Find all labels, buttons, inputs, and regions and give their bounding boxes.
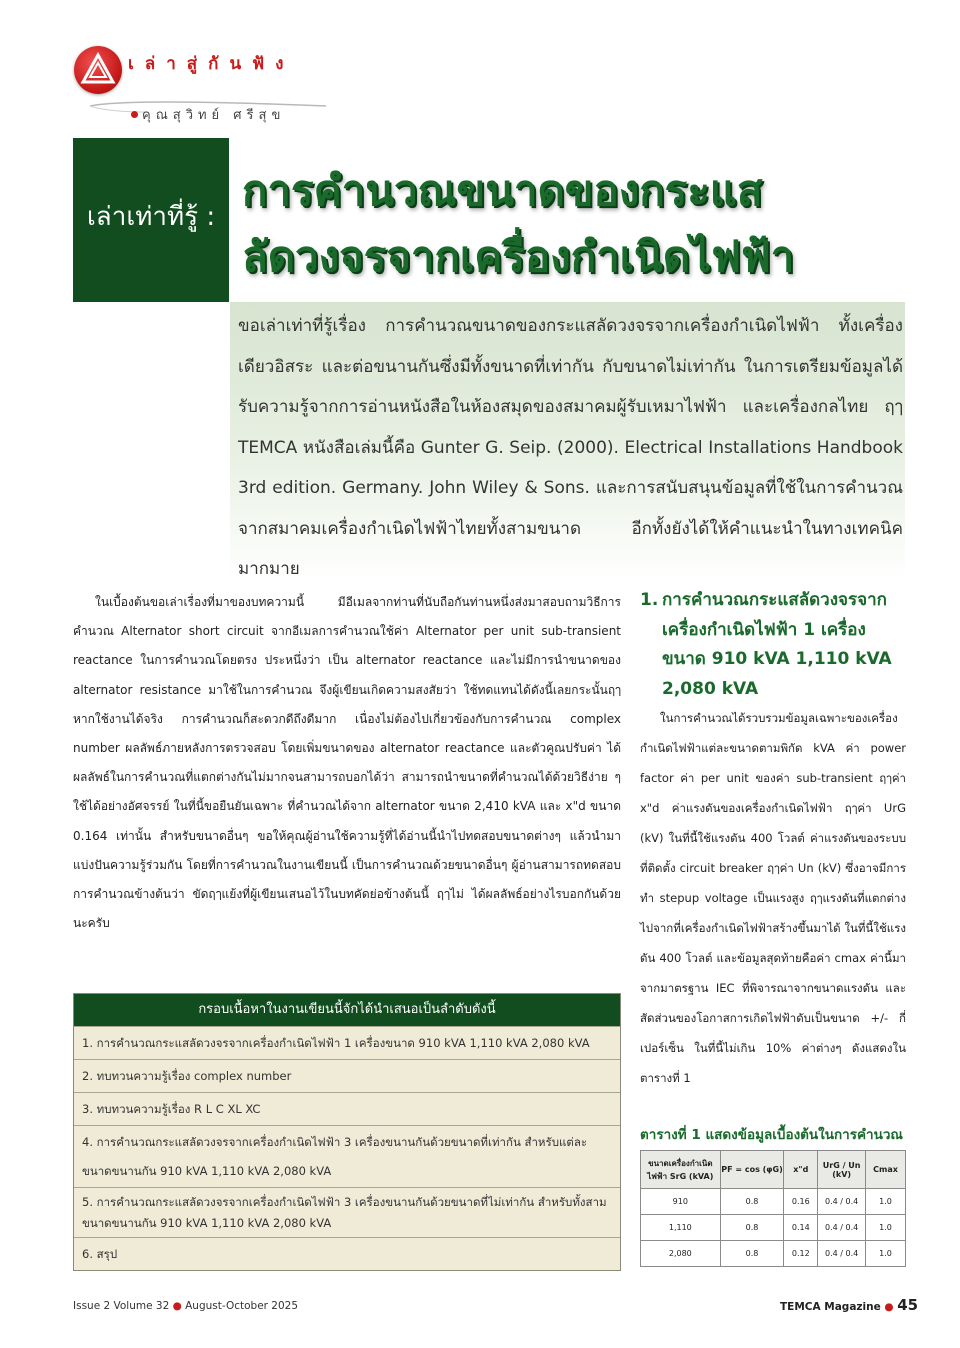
title-line-1: การคำนวณขนาดของกระแส bbox=[242, 166, 763, 215]
footer-issue bbox=[73, 1300, 298, 1312]
footer-issue-text: Issue 2 Volume 32 bbox=[73, 1300, 170, 1312]
contents-item: 2. ทบทวนความรู้เรื่อง complex number bbox=[74, 1059, 620, 1092]
data-table bbox=[640, 1150, 906, 1267]
section-1-number: 1. bbox=[640, 590, 659, 610]
table-cell: 0.8 bbox=[720, 1189, 784, 1215]
table-caption: ตารางที่ 1 แสดงข้อมูลเบื้องต้นในการคำนวณ bbox=[640, 1127, 903, 1143]
table-cell: 910 bbox=[641, 1189, 721, 1215]
contents-item: 1. การคำนวณกระแสลัดวงจรจากเครื่องกำเนิดไฟฟ้า 1 เครื่องขนาด 910 kVA 1,110 kVA 2,080 kVA bbox=[74, 1026, 620, 1059]
column-kicker: เล่าสู่กันฟัง bbox=[128, 54, 295, 74]
table-cell: 0.16 bbox=[784, 1189, 818, 1215]
table-cell: 0.8 bbox=[720, 1215, 784, 1241]
footer-bullet-icon: ● bbox=[172, 1300, 182, 1312]
table-cell: 0.4 / 0.4 bbox=[818, 1215, 866, 1241]
contents-item: 5. การคำนวณกระแสลัดวงจรจากเครื่องกำเนิดไฟฟ้า 3 เครื่องขนานกันด้วยขนาดที่ไม่เท่ากัน สำหรับทั้งสามขนาดขนานกัน 910 kVA 1,110 kVA 2,080 kVA bbox=[74, 1187, 620, 1237]
footer-magazine-name: TEMCA Magazine bbox=[780, 1301, 881, 1313]
contents-item: 4. การคำนวณกระแสลัดวงจรจากเครื่องกำเนิดไฟฟ้า 3 เครื่องขนานกันด้วยขนาดที่เท่ากัน สำหรับแต่ละขนาดขนานกัน 910 kVA 1,110 kVA 2,080 kVA bbox=[74, 1125, 620, 1187]
table-cell: 0.4 / 0.4 bbox=[818, 1189, 866, 1215]
table-cell: 2,080 bbox=[641, 1241, 721, 1267]
body-left-paragraph: ในเบื้องต้นขอเล่าเรื่องที่มาของบทความนี้ มีอีเมลจากท่านที่นับถือกันท่านหนึ่งส่งมาสอบถามวิธีการคำนวณ Alternator short circuit จากอีเมลการคำนวณใช้ค่า Alternator per unit sub-transient reactance ในการคำนวณโดยตรง ประหนึ่งว่า เป็น alternator reactance และไม่มีการนำขนาดของ alternator resistance มาใช้ในการคำนวณ จึงผู้เขียนเกิดความสงสัยว่า ใช้ทดแทนได้ดังนี้เลยกระนั้นฤๅ หากใช้งานได้จริง การคำนวณก็สะดวกดีถึงดีมาก เนื่องไม่ต้องไปเกี่ยวข้องกับการคำนวณ complex number ผลลัพธ์ภายหลังการตรวจสอบ โดยเพิ่มขนาดของ alternator reactance และตัวคูณปรับค่า ได้ผลลัพธ์ในการคำนวณที่แตกต่างกันไม่มากจนสามารถบอกได้ว่า สามารถนำขนาดที่คำนวณได้ด้วยวิธีง่าย ๆ ใช้ได้อย่างอัศจรรย์ ในที่นี้ขอยืนยันเฉพาะ ที่คำนวณได้จาก alternator ขนาด 2,410 kVA และ x"d ขนาด 0.164 เท่านั้น สำหรับขนาดอื่นๆ ขอให้คุณผู้อ่านใช้ความรู้ที่ได้อ่านนี้นำไปทดสอบขนาดต่างๆ แล้วนำมาแบ่งปันความรู้ร่วมกัน โดยที่การคำนวณในงานเขียนนี้ เป็นการคำนวณด้วยขนาดอื่นๆ ผู้อ่านสามารถทดสอบการคำนวณข้างต้นว่า ขัดฤๅแย้งที่ผู้เขียนเสนอไว้ในบทคัดย่อข้างต้นนี้ ฤๅไม่ ได้ผลลัพธ์อย่างไรบอกกันด้วยนะครับ bbox=[73, 595, 621, 931]
table-header-row bbox=[641, 1151, 906, 1189]
section-1-body: ในการคำนวณได้รวบรวมข้อมูลเฉพาะของเครื่องกำเนิดไฟฟ้าแต่ละขนาดตามพิกัด kVA ค่า power factor ค่า per unit ของค่า sub-transient ฤๅค่า x"d ค่าแรงดันของเครื่องกำเนิดไฟฟ้า ฤๅค่า UrG (kV) ในที่นี้ใช้แรงดัน 400 โวลต์ ค่าแรงดันของระบบที่ติดตั้ง circuit breaker ฤๅค่า Un (kV) ซึ่งอาจมีการทำ stepup voltage เป็นแรงสูง ฤๅแรงดันที่แตกต่างไปจากที่เครื่องกำเนิดไฟฟ้าสร้างขึ้นมาได้ ในที่นี้ใช้แรงดัน 400 โวลต์ และข้อมูลสุดท้ายคือค่า cmax ค่านี้มาจากมาตรฐาน IEC ที่พิจารณาจากขนาดแรงดัน และสัดส่วนของโอกาสการเกิดไฟฟ้าดับเป็นขนาด +/- กี่เปอร์เซ็น ในที่นี้ไม่เกิน 10% ค่าต่างๆ ดังแสดงในตารางที่ 1 bbox=[640, 711, 906, 1085]
footer-magazine bbox=[780, 1296, 918, 1314]
intro-panel bbox=[230, 302, 905, 579]
contents-item: 3. ทบทวนความรู้เรื่อง R L C XL XC bbox=[74, 1092, 620, 1125]
intro-text: ขอเล่าเท่าที่รู้เรื่อง การคำนวณขนาดของกระแสลัดวงจรจากเครื่องกำเนิดไฟฟ้า ทั้งเครื่องเดียวอิสระ และต่อขนานกันซึ่งมีทั้งขนาดที่เท่ากัน กับขนาดไม่เท่ากัน ในการเตรียมข้อมูลได้รับความรู้จากการอ่านหนังสือในห้องสมุดของสมาคมผู้รับเหมาไฟฟ้า และเครื่องกลไทย ฤๅ TEMCA หนังสือเล่มนี้คือ Gunter G. Seip. (2000). Electrical Installations Handbook 3rd edition. Germany. John Wiley & Sons. และการสนับสนุนข้อมูลที่ใช้ในการคำนวณจากสมาคมเครื่องกำเนิดไฟฟ้าไทยทั้งสามขนาด อีกทั้งยังได้ให้คำแนะนำในทางเทคนิคมากมาย bbox=[238, 316, 903, 579]
table-cell: 0.4 / 0.4 bbox=[818, 1241, 866, 1267]
table-header-cell: Cmax bbox=[866, 1151, 906, 1189]
page-title bbox=[242, 158, 912, 290]
table-cell: 1.0 bbox=[866, 1189, 906, 1215]
table-cell: 1,110 bbox=[641, 1215, 721, 1241]
table-cell: 1.0 bbox=[866, 1215, 906, 1241]
contents-box bbox=[73, 993, 621, 1271]
table-cell: 0.8 bbox=[720, 1241, 784, 1267]
table-header-cell: UrG / Un (kV) bbox=[818, 1151, 866, 1189]
footer-bullet-icon: ● bbox=[884, 1301, 894, 1313]
table-cell: 0.12 bbox=[784, 1241, 818, 1267]
table-header-cell: x"d bbox=[784, 1151, 818, 1189]
table-header-cell: PF = cos (φG) bbox=[720, 1151, 784, 1189]
contents-heading: กรอบเนื้อหาในงานเขียนนี้จักได้นำเสนอเป็นลำดับดังนี้ bbox=[74, 994, 620, 1026]
footer-date: August-October 2025 bbox=[185, 1300, 299, 1312]
title-line-2: ลัดวงจรจากเครื่องกำเนิดไฟฟ้า bbox=[242, 232, 795, 281]
title-label: เล่าเท่าที่รู้ : bbox=[86, 202, 216, 232]
table-row bbox=[641, 1215, 906, 1241]
author-bullet-icon bbox=[131, 111, 138, 118]
table-row bbox=[641, 1189, 906, 1215]
author-name: คุณสุวิทย์ ศรีสุข bbox=[142, 108, 286, 123]
contents-item: 6. สรุป bbox=[74, 1237, 620, 1270]
table-cell: 1.0 bbox=[866, 1241, 906, 1267]
page-number: 45 bbox=[897, 1296, 919, 1314]
table-row bbox=[641, 1241, 906, 1267]
title-label-box bbox=[73, 138, 229, 302]
table-cell: 0.14 bbox=[784, 1215, 818, 1241]
section-1-title: การคำนวณกระแสลัดวงจรจากเครื่องกำเนิดไฟฟ้า 1 เครื่อง ขนาด 910 kVA 1,110 kVA 2,080 kVA bbox=[662, 590, 892, 699]
table-header-cell: ขนาดเครื่องกำเนิดไฟฟ้า SrG (kVA) bbox=[641, 1151, 721, 1189]
